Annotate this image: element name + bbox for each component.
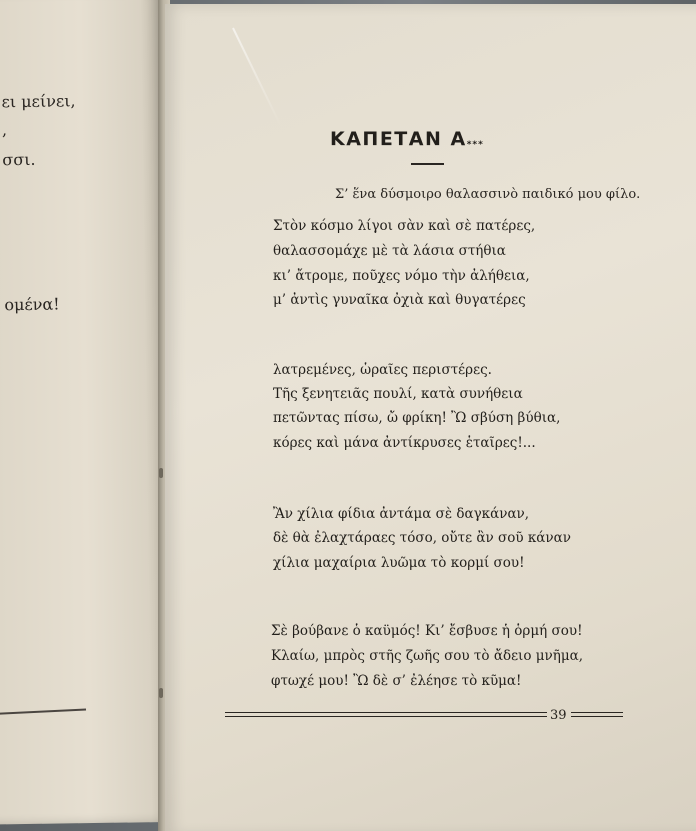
left-page-line: ,	[1, 120, 8, 140]
verse-line: Σὲ βούβανε ὁ καϋμός! Κι’ ἔσβυσε ἡ ὁρμή σου!	[271, 623, 583, 639]
verse-line: κόρες καὶ μάνα ἀντίκρυσες ἑταῖρες!...	[273, 435, 536, 451]
poem-title-stars: ***	[466, 140, 484, 150]
verse-line: λατρεμένες, ὡραῖες περιστέρες.	[273, 362, 492, 378]
verse-line: θαλασσομάχε μὲ τὰ λάσια στήθια	[273, 243, 506, 259]
footer-rule-right	[571, 716, 623, 717]
left-page-line: σσι.	[2, 149, 36, 170]
verse-line: Τῆς ξενητειᾶς πουλί, κατὰ συνήθεια	[273, 386, 523, 402]
title-rule	[411, 163, 444, 165]
left-page-line: ει μείνει,	[1, 91, 76, 112]
left-page	[0, 0, 174, 824]
left-page-footer-rule	[0, 708, 86, 715]
poem-dedication: Σ’ ἕνα δύσμοιρο θαλασσινὸ παιδικό μου φίλο.	[335, 187, 641, 202]
verse-line: χίλια μαχαίρια λυῶμα τὸ κορμί σου!	[273, 555, 525, 571]
verse-line: Ἂν χίλια φίδια ἀντάμα σὲ δαγκάναν,	[273, 506, 530, 522]
page-number: 39	[550, 708, 567, 723]
verse-line: μ’ ἀντὶς γυναῖκα ὀχιὰ καὶ θυγατέρες	[273, 292, 526, 308]
footer-rule-right	[571, 712, 623, 713]
footer-rule-left	[225, 712, 547, 713]
verse-line: κι’ ἄτρομε, ποῦχες νόμο τὴν ἀλήθεια,	[273, 268, 530, 284]
verse-line: δὲ θὰ ἐλαχτάραες τόσο, οὔτε ἂν σοῦ κάναν	[273, 530, 571, 546]
verse-line: φτωχέ μου! Ὢ δὲ σ’ ἐλέησε τὸ κῦμα!	[271, 673, 522, 689]
verse-line: πετῶντας πίσω, ὤ φρίκη! Ὢ σβύση βύθια,	[273, 410, 561, 426]
left-page-line: ομένα!	[4, 294, 60, 315]
verse-line: Κλαίω, μπρὸς στῆς ζωῆς σου τὸ ἄδειο μνῆμα,	[271, 648, 584, 664]
poem-title-text: ΚΑΠΕΤΑΝ Α	[330, 128, 467, 150]
verse-line: Στὸν κόσμο λίγοι σὰν καὶ σὲ πατέρες,	[273, 218, 536, 234]
poem-title	[330, 128, 484, 150]
binding-stitch	[159, 468, 163, 478]
footer-rule-left	[225, 716, 547, 717]
binding-stitch	[159, 688, 163, 698]
